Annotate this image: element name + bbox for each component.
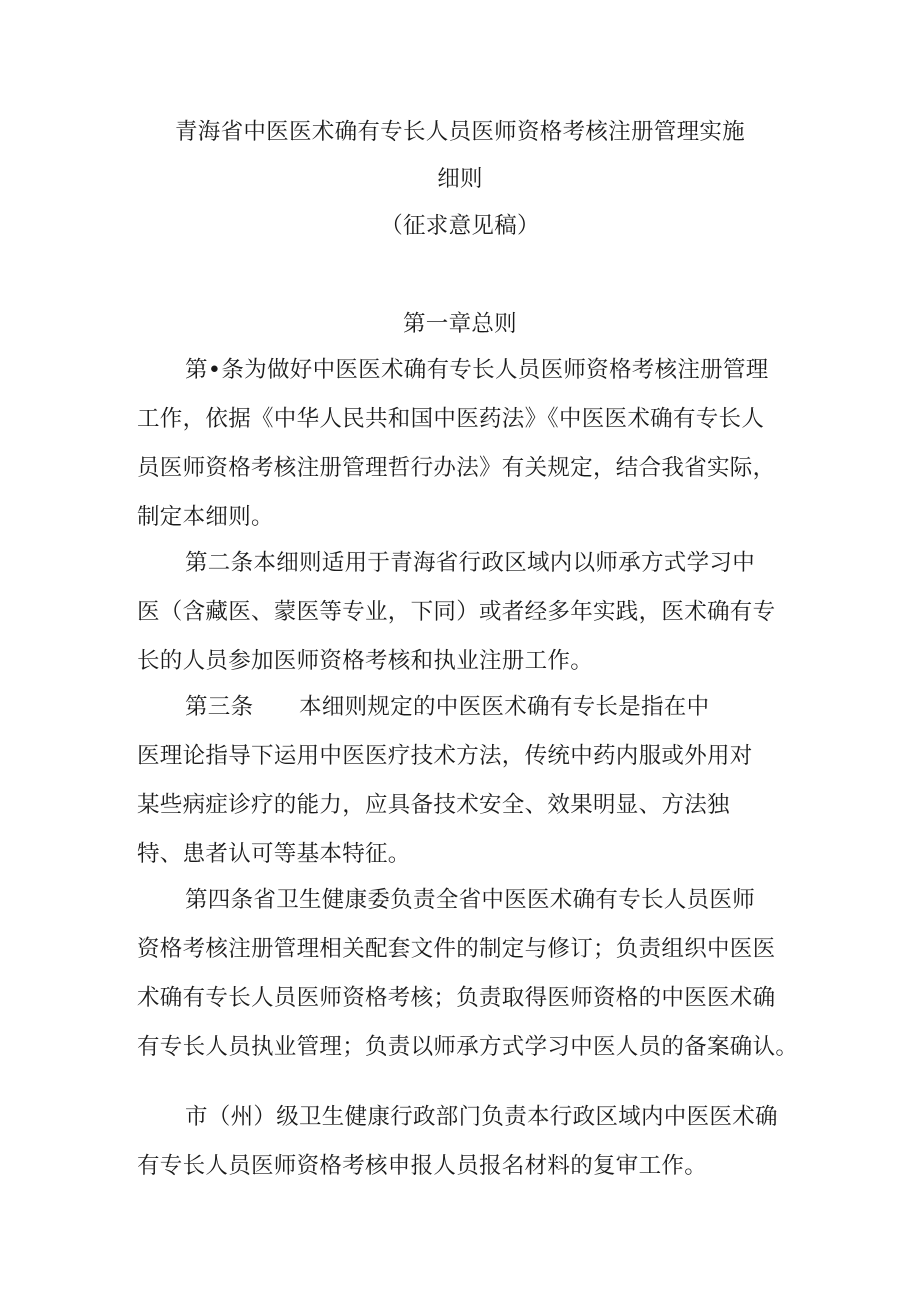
draft-note: （征求意见稿） [380,213,540,239]
article3-line3: 某些病症诊疗的能力，应具备技术安全、效果明显、方法独 [137,792,730,818]
article3-line1: 第三条 本细则规定的中医医术确有专长是指在中 [185,694,710,720]
document-title-line2: 细则 [437,166,483,192]
article4-cont-line2: 有专长人员医师资格考核申报人员报名材料的复审工作。 [137,1153,708,1179]
article4-line2: 资格考核注册管理相关配套文件的制定与修订；负责组织中医医 [137,936,776,962]
article4-line4: 有专长人员执业管理；负责以师承方式学习中医人员的备案确认。 [137,1034,799,1060]
article2-line3: 长的人员参加医师资格考核和执业注册工作。 [137,648,594,674]
article2-line2: 医（含藏医、蒙医等专业，下同）或者经多年实践，医术确有专 [137,599,776,625]
article1-line4: 制定本细则。 [137,504,274,530]
article4-line1: 第四条省卫生健康委负责全省中医医术确有专长人员医师 [185,887,756,913]
article2-line1: 第二条本细则适用于青海省行政区域内以师承方式学习中 [185,550,756,576]
article4-cont-line1: 市（州）级卫生健康行政部门负责本行政区域内中医医术确 [185,1104,778,1130]
article4-line3: 术确有专长人员医师资格考核；负责取得医师资格的中医医术确 [137,985,776,1011]
article3-line2: 医理论指导下运用中医医疗技术方法，传统中药内服或外用对 [137,743,753,769]
chapter-heading: 第一章总则 [402,311,517,337]
article1-line3: 员医师资格考核注册管理哲行办法》有关规定，结合我省实际， [137,455,776,481]
article1-line1: 第•条为做好中医医术确有专长人员医师资格考核注册管理 [185,357,769,383]
document-title-line1: 青海省中医医术确有专长人员医师资格考核注册管理实施 [174,119,745,145]
article1-line2: 工作，依据《中华人民共和国中医药法》《中医医术确有专长人 [137,406,765,432]
article3-line4: 特、患者认可等基本特征。 [137,841,411,867]
